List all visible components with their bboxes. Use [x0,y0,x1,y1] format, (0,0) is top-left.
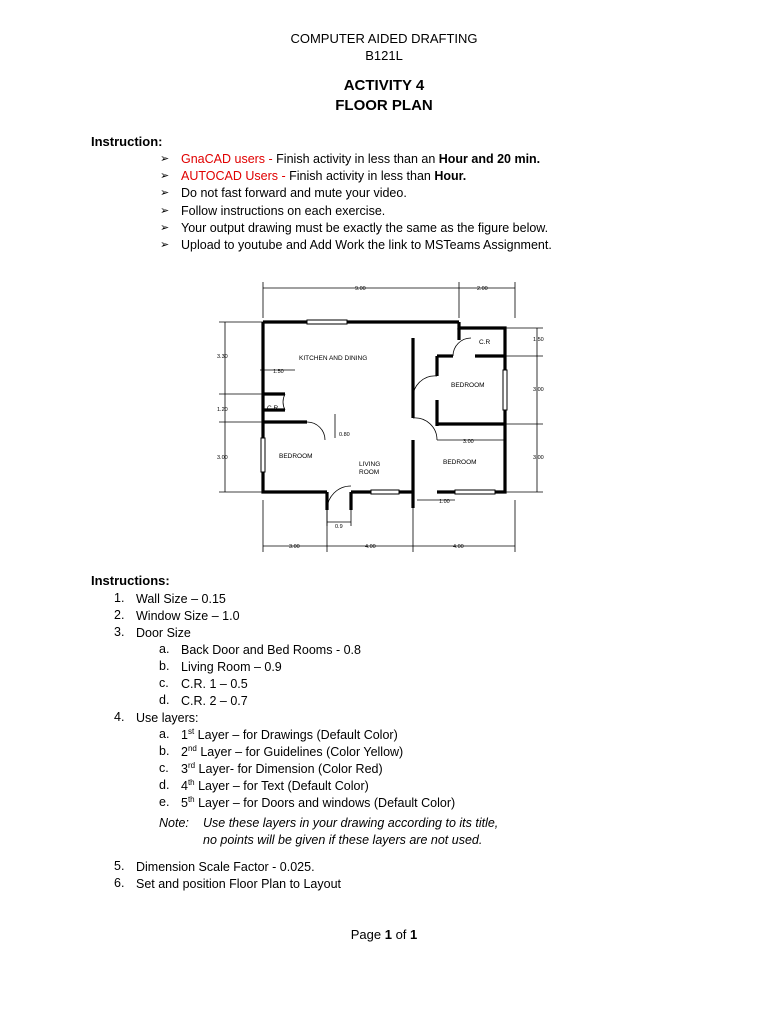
separator: - [278,169,290,184]
arrow-bullet-icon: ➢ [160,204,170,217]
course-code: B121L [365,48,403,63]
bullet-text: Finish activity in less than [289,169,435,184]
page-label: Page [350,927,385,942]
ordinal: 3 [181,762,188,776]
subitem-text: Living Room – 0.9 [181,660,282,674]
item-number: 4. [114,710,125,724]
room-label: BEDROOM [279,453,313,460]
arrow-bullet-icon: ➢ [160,153,170,165]
list-item [160,203,552,220]
dimension-label: 3.00 [217,455,228,461]
subitem-letter: a. [159,642,170,656]
subitem-letter: e. [159,795,170,809]
dimension-label: 1.50 [533,337,544,343]
item-number: 6. [114,876,125,890]
room-label: C.R [479,339,491,346]
subitem-text: C.R. 1 – 0.5 [181,677,248,691]
arrow-bullet-icon: ➢ [160,170,170,183]
subitem-letter: b. [159,744,170,758]
bullet-text: Your output drawing must be exactly the same as the figure below. [181,220,549,235]
subitem-letter: b. [159,659,170,673]
list-item [160,168,552,185]
subitem-letter: c. [159,676,169,690]
room-label: BEDROOM [443,459,477,466]
ordinal: 4 [181,779,188,793]
instructions-heading: Instructions: [91,573,170,588]
activity-subject: FLOOR PLAN [335,97,433,114]
course-title: COMPUTER AIDED DRAFTING [290,31,478,46]
layer-text: Layer – for Text (Default Color) [194,779,369,793]
subitem-letter: a. [159,727,170,741]
room-label: KITCHEN AND DINING [299,355,368,362]
room-label: LIVING [359,461,381,468]
activity-header [0,76,768,116]
separator: - [265,152,277,166]
bullet-bold-text: Hour and 20 min. [438,152,541,166]
dimension-label: 3.00 [463,439,474,445]
dimension-label: 1.00 [439,499,450,505]
item-number: 5. [114,859,125,873]
ordinal: 2 [181,745,188,759]
subitem-letter: d. [159,778,170,792]
item-number: 3. [114,625,125,639]
item-text: Door Size [136,626,191,640]
highlight-text: GnaCAD users [181,152,266,166]
subitem-text [181,727,398,744]
list-item [160,185,552,202]
page-total: 1 [410,927,418,942]
page-footer [0,927,768,942]
floor-plan-drawing [215,278,555,556]
arrow-bullet-icon: ➢ [160,187,170,200]
room-label: ROOM [359,469,380,476]
subitem-text [181,795,455,812]
dimension-label: 0.9 [335,524,343,530]
ordinal-suffix: st [187,726,195,736]
list-item [160,237,552,254]
layer-text: Layer – for Drawings (Default Color) [194,728,398,742]
dimension-label: 3.30 [217,354,228,360]
document-header [0,30,768,64]
dimension-label: 1.20 [217,407,228,413]
bullet-text: Finish activity in less than an [276,152,439,166]
item-number: 2. [114,608,125,622]
subitem-text [181,778,369,795]
layer-text: Layer – for Doors and windows (Default Color) [194,796,456,810]
layer-text: Layer- for Dimension (Color Red) [195,762,383,776]
item-text: Set and position Floor Plan to Layout [136,877,341,891]
item-number: 1. [114,591,125,605]
item-text: Use layers: [136,711,199,725]
dimension-label: 2.00 [477,286,488,292]
dimension-label: 3.00 [533,387,544,393]
subitem-text [181,744,403,761]
item-text: Dimension Scale Factor - 0.025. [136,860,315,874]
subitem-text: C.R. 2 – 0.7 [181,694,248,708]
page-number: 1 [384,927,392,942]
bullet-bold-text: Hour. [434,169,467,184]
item-text: Wall Size – 0.15 [136,592,226,606]
dimension-label: 4.00 [365,544,376,550]
dimension-label: 4.00 [453,544,464,550]
ordinal-suffix: th [187,794,195,804]
bullet-text: Upload to youtube and Add Work the link to MSTeams Assignment. [181,238,552,253]
layer-text: Layer – for Guidelines (Color Yellow) [196,745,404,759]
ordinal: 5 [181,796,188,810]
bullet-text: Follow instructions on each exercise. [181,203,386,218]
note-label: Note: [159,816,189,830]
highlight-text: AUTOCAD Users [181,169,279,184]
subitem-letter: c. [159,761,169,775]
list-item [160,151,552,168]
bullet-text: Do not fast forward and mute your video. [181,186,407,201]
dimension-label: 9.00 [355,286,366,292]
dimension-label: 0.80 [339,432,350,438]
ordinal-suffix: th [187,777,195,787]
item-text: Window Size – 1.0 [136,609,240,623]
dimension-label: 3.00 [533,455,544,461]
dimension-label: 3.00 [289,544,300,550]
note-text: no points will be given if these layers are not used. [203,833,483,847]
ordinal-suffix: rd [187,760,196,770]
ordinal-suffix: nd [187,743,197,753]
room-label: BEDROOM [451,382,485,389]
room-label: C.R [267,405,279,412]
arrow-bullet-icon: ➢ [160,221,170,234]
activity-title: ACTIVITY 4 [343,77,425,94]
arrow-bullet-icon: ➢ [160,239,170,252]
dimension-label: 1.50 [273,369,284,375]
subitem-text: Back Door and Bed Rooms - 0.8 [181,643,361,657]
subitem-letter: d. [159,693,170,707]
list-item [160,220,552,237]
subitem-text [181,761,383,778]
instruction-heading: Instruction: [91,134,163,149]
note-text: Use these layers in your drawing according to its title, [203,816,499,830]
page-of-label: of [391,927,411,942]
ordinal: 1 [181,728,188,742]
instruction-list [160,151,552,254]
